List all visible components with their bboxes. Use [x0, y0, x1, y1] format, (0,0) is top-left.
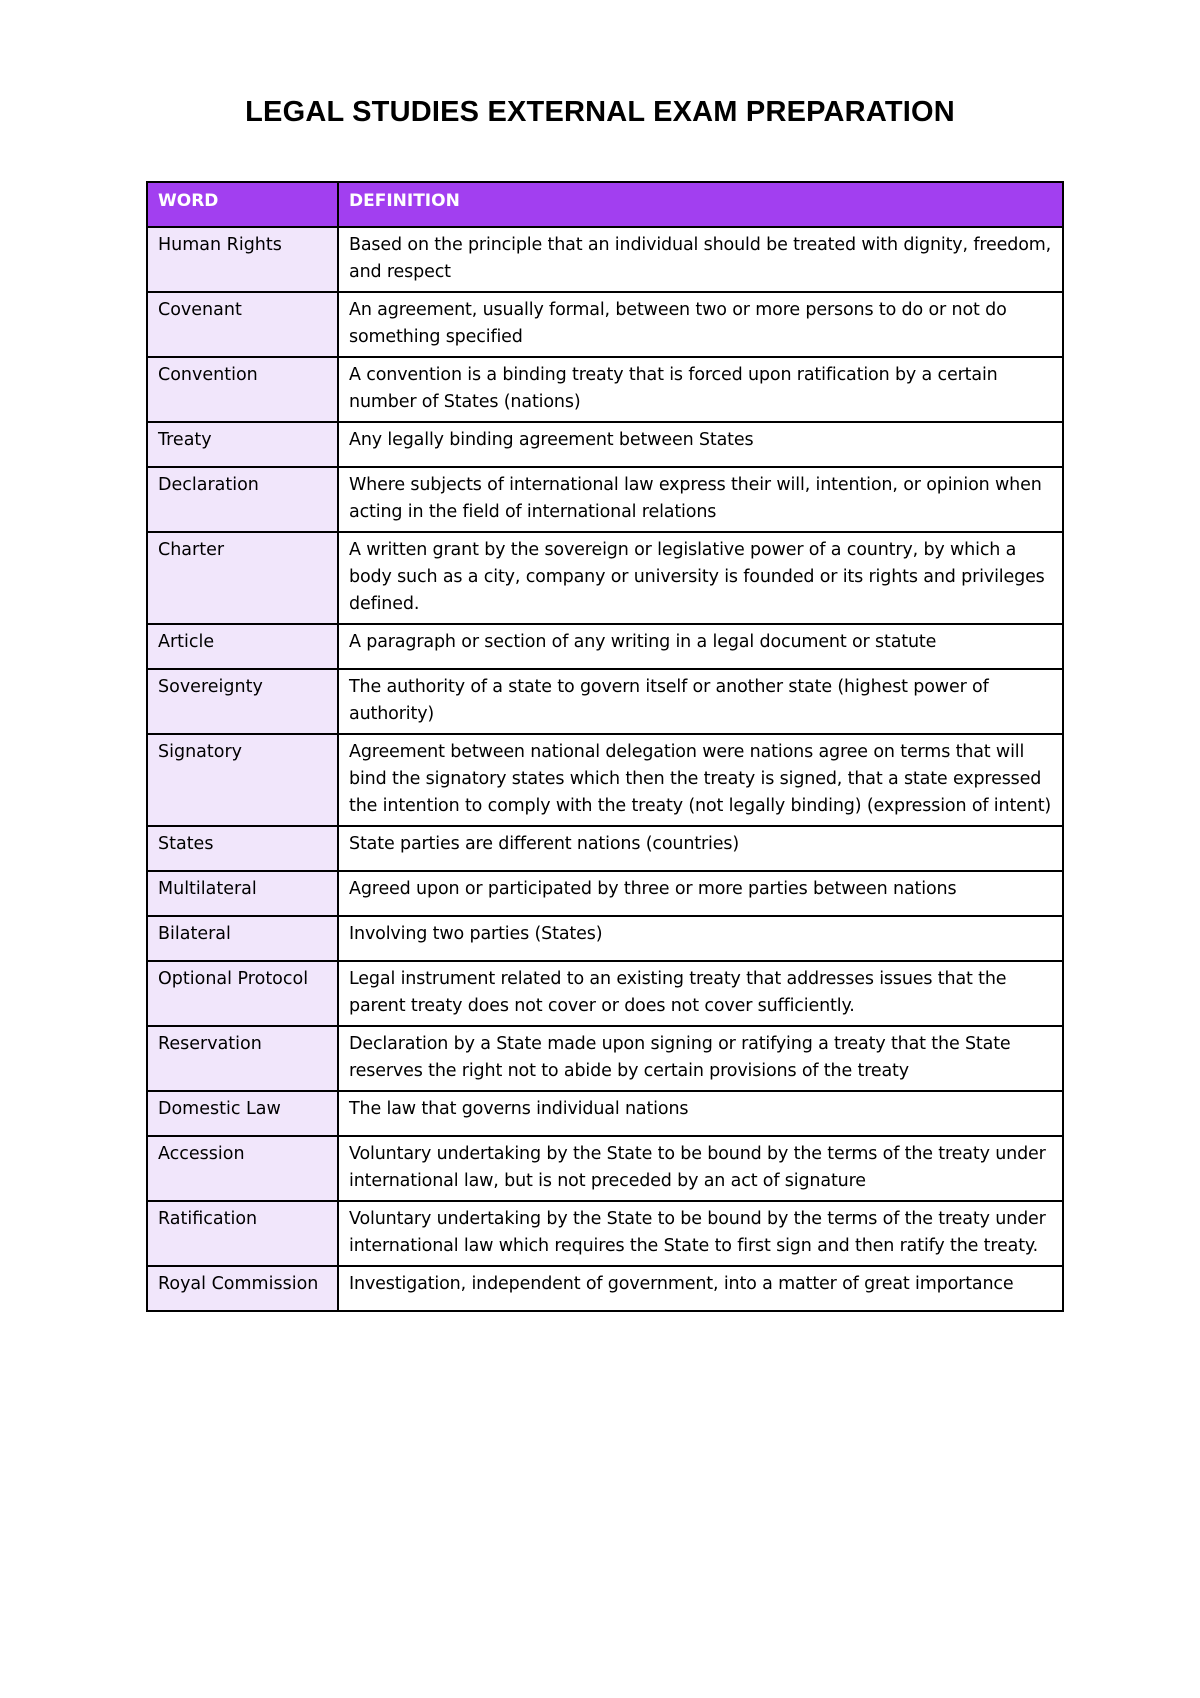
table-row	[147, 532, 1063, 624]
table-row	[147, 1026, 1063, 1091]
table-row	[147, 1136, 1063, 1201]
table-row	[147, 961, 1063, 1026]
table-row	[147, 1091, 1063, 1136]
definition-cell: Legal instrument related to an existing treaty that addresses issues that the parent treaty does not cover or does not cover sufficiently.	[338, 961, 1063, 1026]
definition-cell: Based on the principle that an individual should be treated with dignity, freedom, and respect	[338, 227, 1063, 292]
glossary-table	[146, 181, 1064, 1312]
word-cell: Human Rights	[147, 227, 338, 292]
table-row	[147, 734, 1063, 826]
word-cell: States	[147, 826, 338, 871]
word-cell: Royal Commission	[147, 1266, 338, 1311]
table-row	[147, 357, 1063, 422]
word-cell: Declaration	[147, 467, 338, 532]
table-row	[147, 292, 1063, 357]
table-header-row	[147, 182, 1063, 227]
word-cell: Article	[147, 624, 338, 669]
definition-cell: The law that governs individual nations	[338, 1091, 1063, 1136]
definition-cell: Involving two parties (States)	[338, 916, 1063, 961]
definition-cell: Investigation, independent of government, into a matter of great importance	[338, 1266, 1063, 1311]
definition-cell: Voluntary undertaking by the State to be bound by the terms of the treaty under international law, but is not preceded by an act of signature	[338, 1136, 1063, 1201]
table-row	[147, 826, 1063, 871]
definition-cell: Any legally binding agreement between States	[338, 422, 1063, 467]
definition-cell: A paragraph or section of any writing in a legal document or statute	[338, 624, 1063, 669]
table-row	[147, 624, 1063, 669]
word-cell: Accession	[147, 1136, 338, 1201]
definition-cell: Agreement between national delegation were nations agree on terms that will bind the signatory states which then the treaty is signed, that a state expressed the intention to comply with the treaty (not legally binding) (expression of intent)	[338, 734, 1063, 826]
word-cell: Sovereignty	[147, 669, 338, 734]
table-row	[147, 227, 1063, 292]
definition-cell: An agreement, usually formal, between two or more persons to do or not do something specified	[338, 292, 1063, 357]
word-cell: Convention	[147, 357, 338, 422]
table-row	[147, 1201, 1063, 1266]
definition-cell: Declaration by a State made upon signing or ratifying a treaty that the State reserves the right not to abide by certain provisions of the treaty	[338, 1026, 1063, 1091]
word-cell: Covenant	[147, 292, 338, 357]
page-title: LEGAL STUDIES EXTERNAL EXAM PREPARATION	[245, 96, 955, 128]
definition-cell: Where subjects of international law express their will, intention, or opinion when acting in the field of international relations	[338, 467, 1063, 532]
word-cell: Optional Protocol	[147, 961, 338, 1026]
table-row	[147, 916, 1063, 961]
word-cell: Domestic Law	[147, 1091, 338, 1136]
definition-cell: A convention is a binding treaty that is forced upon ratification by a certain number of States (nations)	[338, 357, 1063, 422]
word-cell: Treaty	[147, 422, 338, 467]
table-row	[147, 422, 1063, 467]
definition-cell: A written grant by the sovereign or legislative power of a country, by which a body such as a city, company or university is founded or its rights and privileges defined.	[338, 532, 1063, 624]
word-column-header: WORD	[147, 182, 338, 227]
table-row	[147, 669, 1063, 734]
table-row	[147, 467, 1063, 532]
definition-column-header: DEFINITION	[338, 182, 1063, 227]
table-row	[147, 871, 1063, 916]
definition-cell: State parties are different nations (countries)	[338, 826, 1063, 871]
table-row	[147, 1266, 1063, 1311]
definition-cell: Agreed upon or participated by three or more parties between nations	[338, 871, 1063, 916]
word-cell: Charter	[147, 532, 338, 624]
word-cell: Signatory	[147, 734, 338, 826]
word-cell: Ratification	[147, 1201, 338, 1266]
definition-cell: Voluntary undertaking by the State to be bound by the terms of the treaty under international law which requires the State to first sign and then ratify the treaty.	[338, 1201, 1063, 1266]
word-cell: Reservation	[147, 1026, 338, 1091]
word-cell: Bilateral	[147, 916, 338, 961]
definition-cell: The authority of a state to govern itself or another state (highest power of authority)	[338, 669, 1063, 734]
word-cell: Multilateral	[147, 871, 338, 916]
